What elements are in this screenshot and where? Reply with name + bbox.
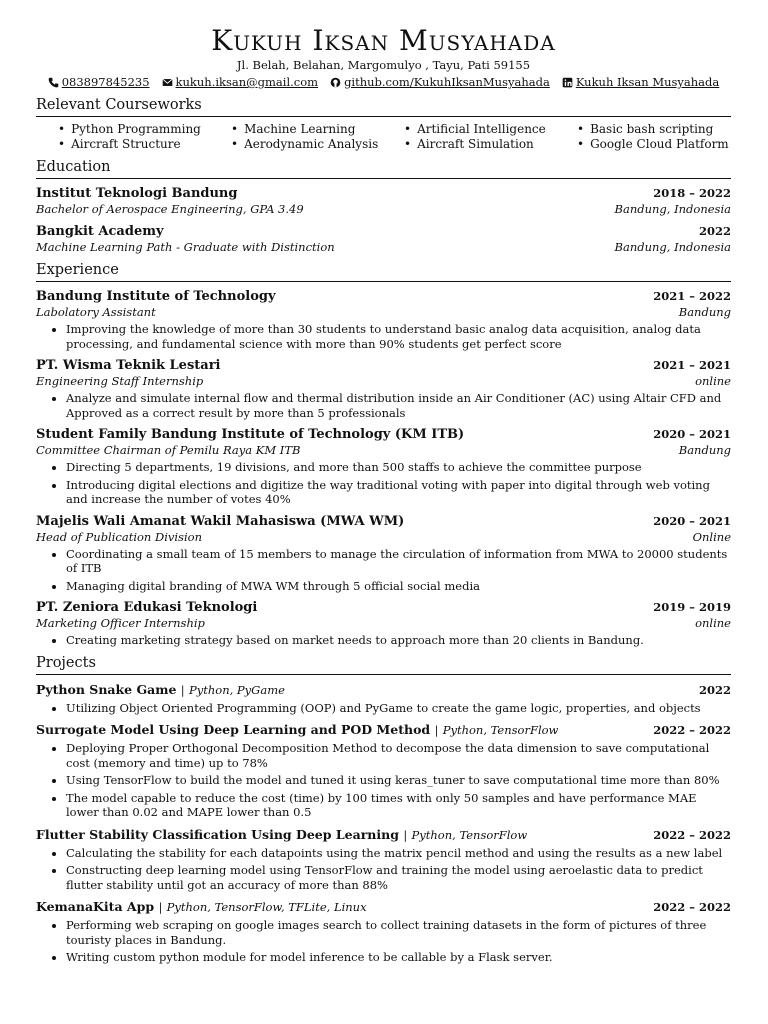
entry-date: 2018 – 2022 bbox=[653, 186, 731, 200]
project-entry bbox=[36, 721, 731, 820]
entry-role: Machine Learning Path - Graduate with Distinction bbox=[36, 240, 335, 254]
github-icon bbox=[330, 77, 341, 88]
project-title-line: Flutter Stability Classification Using Deep Learning | Python, TensorFlow bbox=[36, 826, 528, 842]
bullet-item: • Analyze and simulate internal flow and thermal distribution inside an Air Conditioner (AC) using Altair CFD and Approved as a correct result by more than 5 professionals bbox=[66, 391, 731, 420]
entry-date: 2020 – 2021 bbox=[653, 427, 731, 441]
bullet-item: • Utilizing Object Oriented Programming (OOP) and PyGame to create the game logic, properties, and objects bbox=[66, 701, 731, 716]
linkedin-text: Kukuh Iksan Musyahada bbox=[575, 75, 720, 89]
entry-org: Bandung Institute of Technology bbox=[36, 289, 276, 304]
entry-role: Bachelor of Aerospace Engineering, GPA 3.49 bbox=[36, 202, 304, 216]
project-entry bbox=[36, 681, 731, 716]
bullet-item: • Directing 5 departments, 19 divisions, and more than 500 staffs to achieve the committee purpose bbox=[66, 460, 731, 475]
education-heading: Education bbox=[36, 158, 731, 179]
project-name: Surrogate Model Using Deep Learning and POD Method bbox=[36, 722, 431, 737]
entry-role: Engineering Staff Internship bbox=[36, 374, 204, 388]
projects-heading: Projects bbox=[36, 654, 731, 675]
project-title-line: Python Snake Game | Python, PyGame bbox=[36, 681, 285, 697]
address: Jl. Belah, Belahan, Margomulyo , Tayu, Pati 59155 bbox=[236, 58, 531, 72]
entry-org: Majelis Wali Amanat Wakil Mahasiswa (MWA WM) bbox=[36, 513, 405, 529]
course-item: • Aircraft Simulation bbox=[404, 137, 577, 152]
phone-text: 083897845235 bbox=[61, 75, 150, 89]
entry-date: 2022 – 2022 bbox=[653, 827, 731, 842]
bullet-item: • Performing web scraping on google images search to collect training datasets in the form of pictures of three touristy places in Bandung. bbox=[66, 918, 731, 947]
entry-org: PT. Wisma Teknik Lestari bbox=[36, 358, 221, 373]
bullet-item: • Managing digital branding of MWA WM through 5 official social media bbox=[66, 579, 731, 594]
education-entry bbox=[36, 223, 731, 255]
entry-org: Bangkit Academy bbox=[36, 224, 164, 239]
entry-org: Student Family Bandung Institute of Technology (KM ITB) bbox=[36, 427, 465, 442]
entry-date: 2019 – 2019 bbox=[653, 600, 731, 614]
entry-role: Committee Chairman of Pemilu Raya KM ITB bbox=[36, 443, 301, 457]
courseworks-list bbox=[36, 122, 731, 152]
entry-date: 2020 – 2021 bbox=[653, 513, 731, 528]
candidate-name: Kukuh Iksan Musyahada bbox=[211, 24, 556, 57]
github-contact[interactable] bbox=[330, 74, 550, 90]
course-item: • Machine Learning bbox=[231, 122, 404, 137]
course-item: • Aerodynamic Analysis bbox=[231, 137, 404, 152]
courseworks-heading: Relevant Courseworks bbox=[36, 96, 731, 117]
bullet-item: • Constructing deep learning model using TensorFlow and training the model using aeroelastic data to predict flutter stability until got an accuracy of more than 88% bbox=[66, 863, 731, 892]
course-item: • Artificial Intelligence bbox=[404, 122, 577, 137]
entry-location: Online bbox=[692, 529, 731, 544]
entry-date: 2022 bbox=[698, 224, 731, 238]
project-entry bbox=[36, 826, 731, 893]
project-tech: Python, TensorFlow bbox=[442, 723, 559, 737]
entry-org: PT. Zeniora Edukasi Teknologi bbox=[36, 600, 258, 615]
experience-entry bbox=[36, 288, 731, 351]
email-contact[interactable] bbox=[162, 74, 319, 90]
bullet-item: • Deploying Proper Orthogonal Decomposition Method to decompose the data dimension to save computational cost (memory and time) up to 78% bbox=[66, 741, 731, 770]
entry-role: Labolatory Assistant bbox=[36, 305, 156, 319]
experience-entry bbox=[36, 426, 731, 507]
project-name: KemanaKita App bbox=[36, 899, 155, 914]
project-name: Flutter Stability Classification Using Deep Learning bbox=[36, 826, 399, 842]
entry-date: 2021 – 2022 bbox=[653, 289, 731, 303]
experience-heading: Experience bbox=[36, 261, 731, 282]
project-tech: Python, TensorFlow bbox=[411, 827, 528, 842]
entry-location: Bandung, Indonesia bbox=[614, 240, 731, 254]
experience-entry bbox=[36, 599, 731, 648]
entry-org: Institut Teknologi Bandung bbox=[36, 186, 238, 201]
github-text: github.com/KukuhIksanMusyahada bbox=[344, 75, 550, 89]
entry-location: Bandung, Indonesia bbox=[614, 202, 731, 216]
project-title-line: KemanaKita App | Python, TensorFlow, TFLite, Linux bbox=[36, 899, 367, 914]
project-tech: Python, TensorFlow, TFLite, Linux bbox=[166, 900, 367, 914]
bullet-item: • The model capable to reduce the cost (time) by 100 times with only 50 samples and have performance MAE lower than 0.02 and MAPE lower than 0.5 bbox=[66, 791, 731, 820]
bullet-list bbox=[36, 633, 731, 648]
entry-date: 2022 – 2022 bbox=[653, 723, 731, 737]
bullet-list bbox=[36, 547, 731, 594]
phone-contact[interactable] bbox=[48, 74, 150, 90]
bullet-item: • Introducing digital elections and digitize the way traditional voting with paper into digital through web voting and increase the number of votes 40% bbox=[66, 478, 731, 507]
bullet-item: • Using TensorFlow to build the model and tuned it using keras_tuner to save computational time more than 80% bbox=[66, 773, 731, 788]
entry-date: 2022 – 2022 bbox=[653, 900, 731, 914]
bullet-list bbox=[36, 460, 731, 507]
entry-date: 2021 – 2021 bbox=[653, 358, 731, 372]
course-item: • Python Programming bbox=[58, 122, 231, 137]
project-entry bbox=[36, 898, 731, 965]
bullet-list bbox=[36, 918, 731, 965]
course-item: • Google Cloud Platform bbox=[577, 137, 750, 152]
entry-role: Head of Publication Division bbox=[36, 529, 202, 544]
bullet-list bbox=[36, 322, 731, 351]
entry-location: Bandung bbox=[678, 305, 731, 319]
project-title-line: Surrogate Model Using Deep Learning and POD Method | Python, TensorFlow bbox=[36, 722, 559, 737]
course-item: • Basic bash scripting bbox=[577, 122, 750, 137]
entry-location: online bbox=[695, 374, 731, 388]
bullet-list bbox=[36, 741, 731, 820]
bullet-item: • Creating marketing strategy based on market needs to approach more than 20 clients in Bandung. bbox=[66, 633, 731, 648]
project-tech: Python, PyGame bbox=[189, 682, 285, 697]
entry-location: Bandung bbox=[678, 443, 731, 457]
envelope-icon bbox=[162, 77, 173, 88]
experience-entry bbox=[36, 513, 731, 594]
bullet-item: • Improving the knowledge of more than 30 students to understand basic analog data acquisition, analog data processing, and fundamental science with more than 90% students get perfect score bbox=[66, 322, 731, 351]
email-text: kukuh.iksan@gmail.com bbox=[175, 75, 319, 89]
course-item: • Aircraft Structure bbox=[58, 137, 231, 152]
entry-location: online bbox=[695, 616, 731, 630]
bullet-list bbox=[36, 391, 731, 420]
linkedin-icon bbox=[562, 77, 573, 88]
bullet-list bbox=[36, 846, 731, 893]
bullet-item: • Writing custom python module for model inference to be callable by a Flask server. bbox=[66, 950, 731, 965]
phone-icon bbox=[48, 77, 59, 88]
education-entry bbox=[36, 185, 731, 217]
resume-page bbox=[36, 24, 731, 968]
linkedin-contact[interactable] bbox=[562, 74, 719, 90]
bullet-item: • Calculating the stability for each datapoints using the matrix pencil method and using the results as a new label bbox=[66, 846, 731, 861]
experience-entry bbox=[36, 357, 731, 420]
bullet-list bbox=[36, 701, 731, 716]
project-name: Python Snake Game bbox=[36, 681, 177, 697]
contact-bar bbox=[36, 74, 731, 90]
entry-date: 2022 bbox=[698, 682, 731, 697]
bullet-item: • Coordinating a small team of 15 members to manage the circulation of information from MWA to 20000 students of ITB bbox=[66, 547, 731, 576]
entry-role: Marketing Officer Internship bbox=[36, 616, 205, 630]
